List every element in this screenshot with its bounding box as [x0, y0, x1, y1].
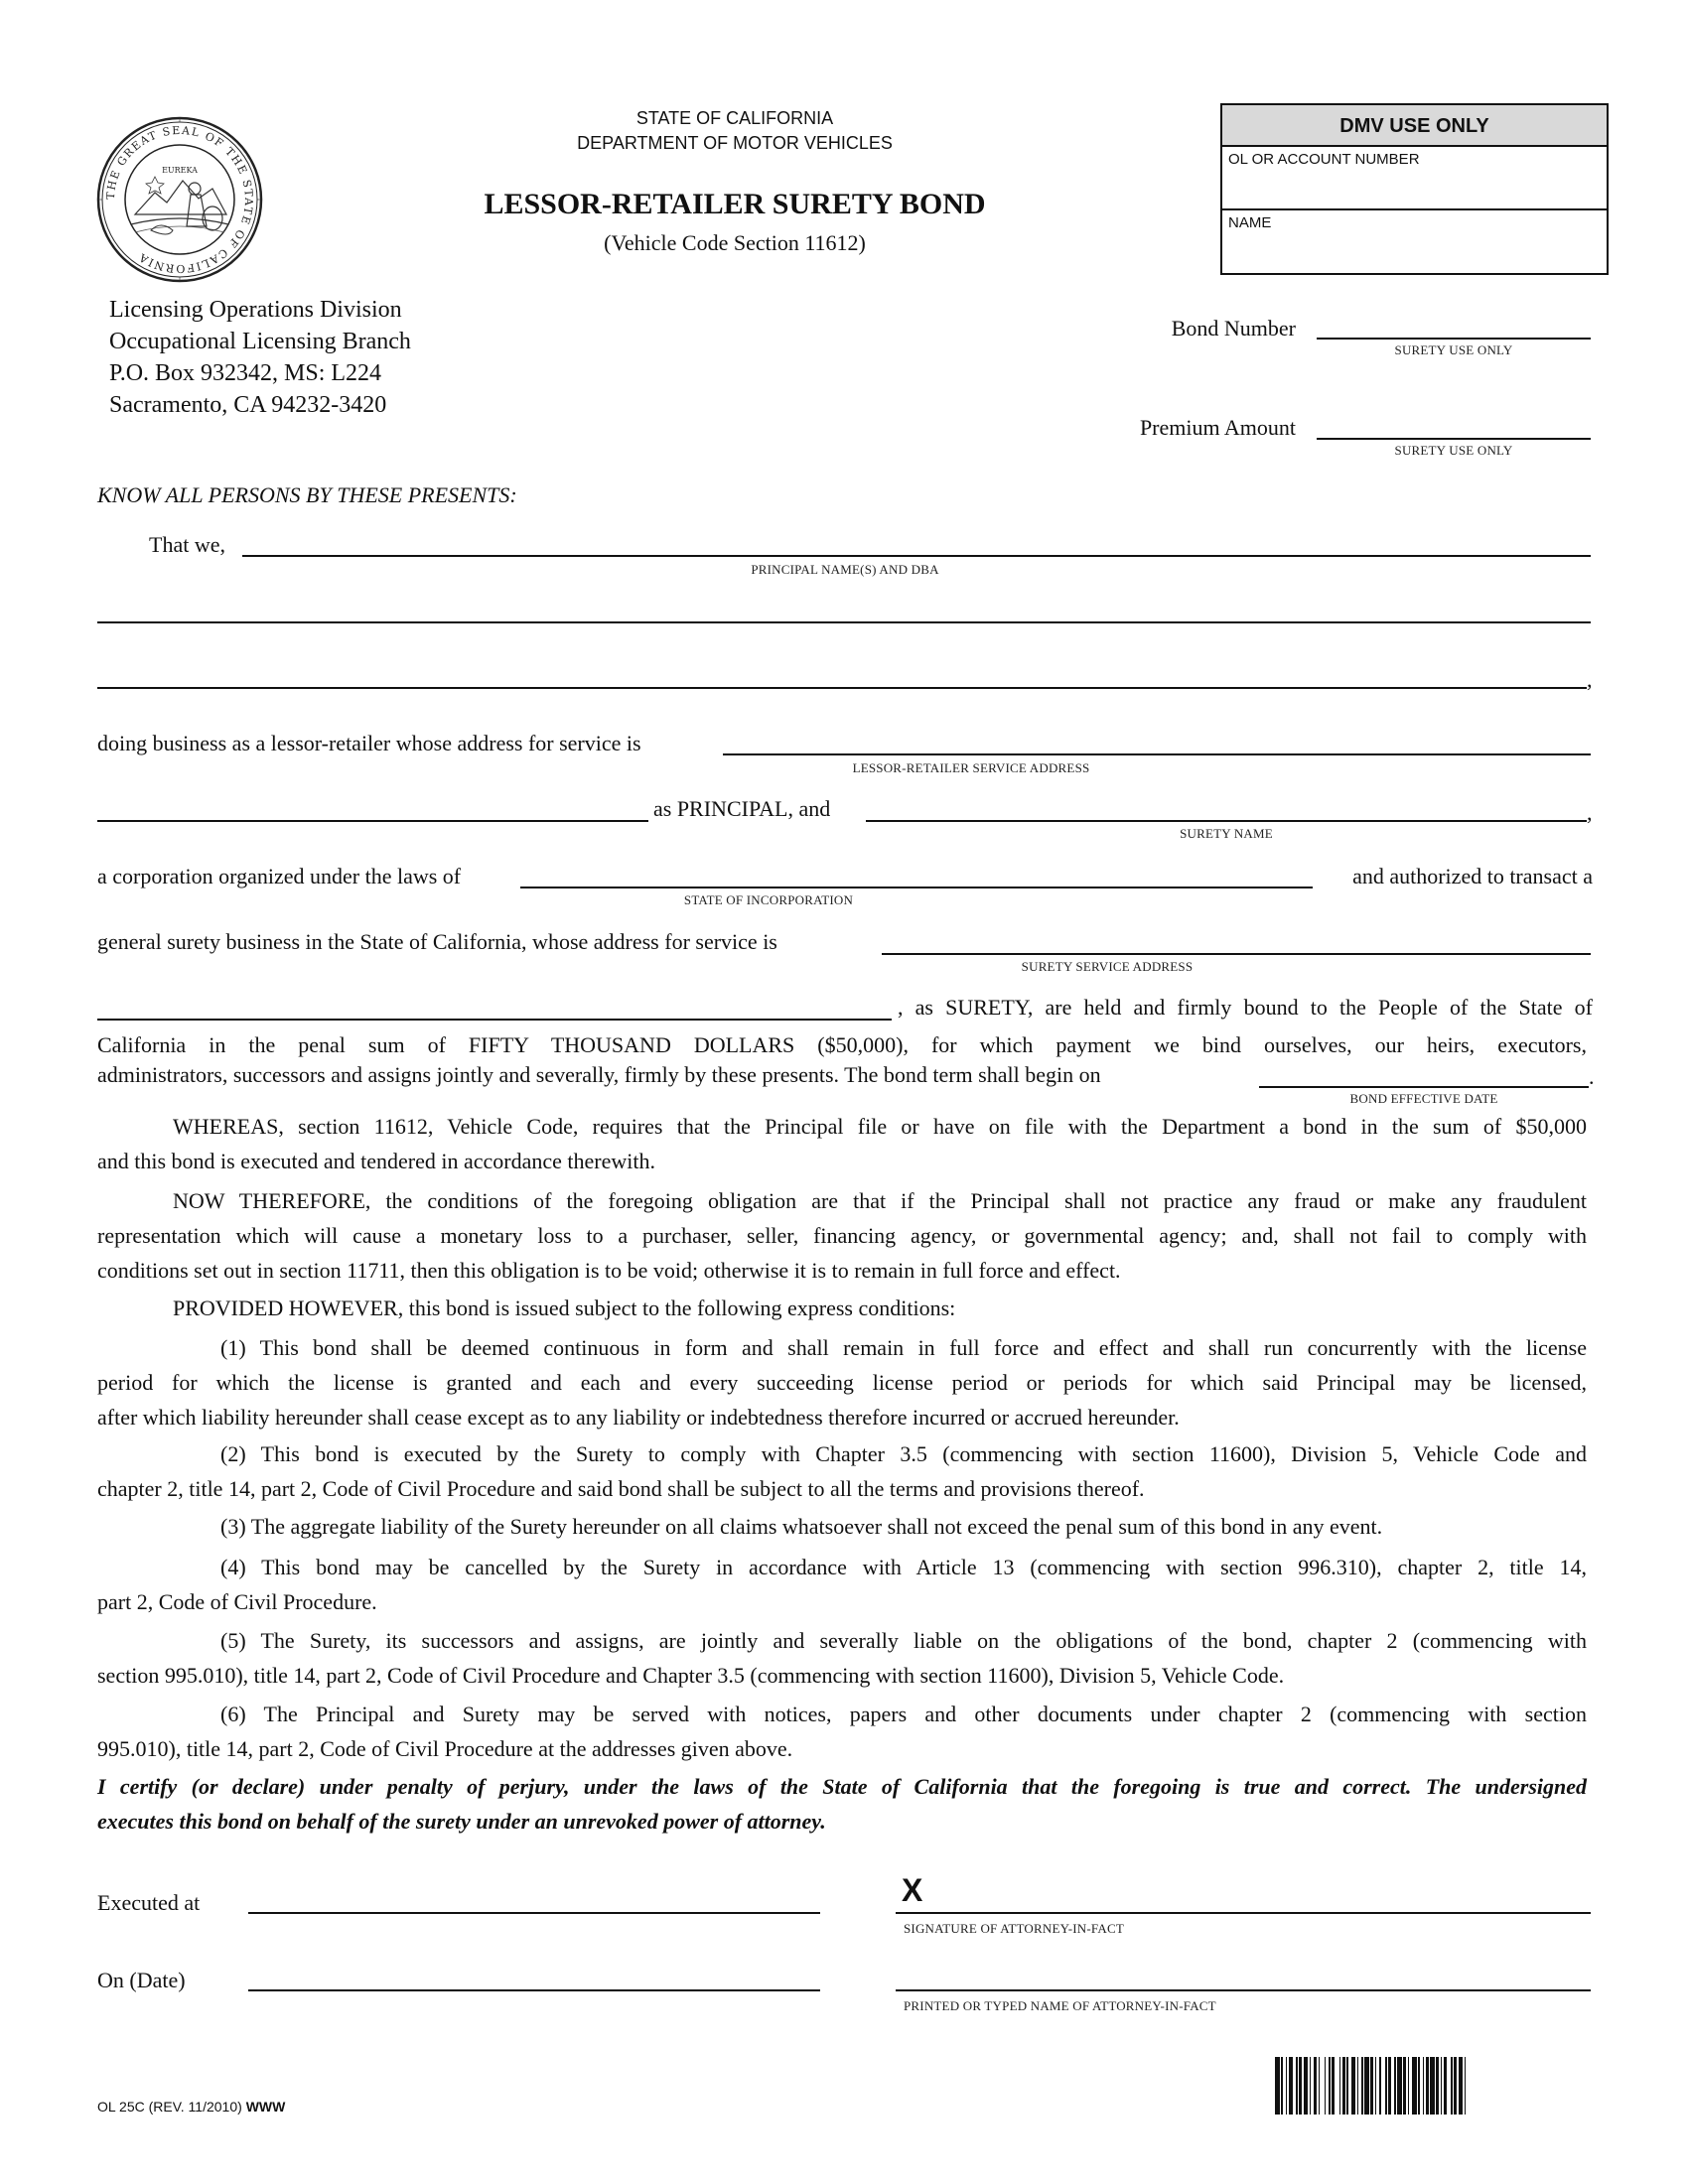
principal-name-line-2[interactable] [97, 621, 1591, 623]
printed-name-caption: PRINTED OR TYPED NAME OF ATTORNEY-IN-FACT [904, 1998, 1216, 2013]
condition-2 [97, 1436, 1587, 1506]
condition-5-line-2: section 995.010), title 14, part 2, Code of Civil Procedure and Chapter 3.5 (commencing with section 11600), Division 5, Vehicle Code. [97, 1663, 1285, 1688]
penal-line: California in the penal sum of FIFTY THOUSAND DOLLARS ($50,000), for which payment we bind ourselves, our heirs, executors, [97, 1032, 1587, 1057]
condition-1-line-2: period for which the license is granted and each and every succeeding license period or periods for which said Principal may be licensed, [97, 1370, 1587, 1395]
whereas-line-1: WHEREAS, section 11612, Vehicle Code, requires that the Principal file or have on file with the Department a bond in the sum of $50,000 [173, 1114, 1587, 1139]
form-footer [97, 2099, 285, 2115]
lessor-service-address-field[interactable] [723, 753, 1591, 755]
principal-name-short-field[interactable] [97, 820, 648, 822]
seal-ring-text: THE GREAT SEAL OF THE STATE OF CALIFORNIA [103, 123, 256, 276]
as-principal-label: as PRINCIPAL, and [653, 796, 831, 821]
on-date-label: On (Date) [97, 1968, 186, 1992]
surety-name-field[interactable] [866, 820, 1587, 822]
condition-6-line-2: 995.010), title 14, part 2, Code of Civil Procedure at the addresses given above. [97, 1736, 793, 1761]
condition-2-line-1: (2) This bond is executed by the Surety to comply with Chapter 3.5 (commencing with section 11600), Division 5, Vehicle Code and [220, 1441, 1587, 1466]
signature-x-mark: X [902, 1872, 923, 1908]
principal-name-caption: PRINCIPAL NAME(S) AND DBA [751, 562, 939, 577]
surety-address-line-2[interactable] [97, 1019, 892, 1021]
ol-account-number-field[interactable] [1222, 147, 1607, 210]
bond-number-label: Bond Number [1171, 316, 1296, 341]
premium-amount-field[interactable] [1317, 438, 1591, 440]
dmv-use-only-box [1220, 103, 1609, 275]
condition-5-line-1: (5) The Surety, its successors and assigns, are jointly and severally liable on the obligations of the bond, chapter 2 (commencing with [220, 1628, 1587, 1653]
condition-5 [97, 1623, 1587, 1693]
condition-2-line-2: chapter 2, title 14, part 2, Code of Civil Procedure and said bond shall be subject to all the terms and provisions thereof. [97, 1476, 1145, 1501]
condition-4-line-1: (4) This bond may be cancelled by the Surety in accordance with Article 13 (commencing with section 996.310), chapter 2, title 14, [220, 1555, 1587, 1579]
now-therefore-paragraph [97, 1183, 1587, 1288]
attorney-printed-name-field[interactable] [896, 1989, 1591, 1991]
principal-name-line-3[interactable] [97, 687, 1587, 689]
dmv-box-heading: DMV USE ONLY [1222, 105, 1607, 147]
form-id: OL 25C (REV. 11/2010) [97, 2099, 242, 2115]
state-of-incorporation-caption: STATE OF INCORPORATION [683, 892, 854, 907]
authorized-label: and authorized to transact a [1352, 864, 1593, 888]
address-line-3: P.O. Box 932342, MS: L224 [109, 360, 382, 386]
executed-at-field[interactable] [248, 1912, 820, 1914]
bond-number-field[interactable] [1317, 338, 1591, 340]
now-line-1: NOW THEREFORE, the conditions of the foregoing obligation are that if the Principal shall not practice any fraud or make any fraudulent [173, 1188, 1587, 1213]
condition-4 [97, 1550, 1587, 1619]
certify-line-1: I certify (or declare) under penalty of perjury, under the laws of the State of California that the foregoing is true and correct. The undersigned [97, 1774, 1587, 1799]
period-mark: . [1589, 1064, 1595, 1089]
premium-amount-caption: SURETY USE ONLY [1394, 443, 1513, 458]
bond-effective-date-field[interactable] [1259, 1086, 1589, 1088]
condition-6-line-1: (6) The Principal and Surety may be served with notices, papers and other documents under chapter 2 (commencing with section [220, 1702, 1587, 1726]
dmv-name-field[interactable] [1222, 210, 1607, 274]
know-all-persons-heading: KNOW ALL PERSONS BY THESE PRESENTS: [97, 482, 517, 507]
condition-1 [97, 1330, 1587, 1434]
surety-name-caption: SURETY NAME [1180, 826, 1273, 841]
bond-term-text: administrators, successors and assigns jointly and severally, firmly by these presents. The bond term shall begin on [97, 1062, 1101, 1087]
doing-business-label: doing business as a lessor-retailer whose address for service is [97, 731, 641, 755]
mailing-address [109, 294, 411, 421]
condition-1-line-3: after which liability hereunder shall cease except as to any liability or indebtedness therefore incurred or accrued hereunder. [97, 1405, 1180, 1430]
now-line-2: representation which will cause a monetary loss to a purchaser, seller, financing agency, or governmental agency; and, shall not fail to comply with [97, 1223, 1587, 1248]
principal-name-field[interactable] [242, 555, 1591, 557]
surety-service-address-caption: SURETY SERVICE ADDRESS [1021, 959, 1194, 974]
condition-3-line-1: (3) The aggregate liability of the Surety hereunder on all claims whatsoever shall not exceed the penal sum of this bond in any event. [220, 1514, 1383, 1539]
executed-at-label: Executed at [97, 1890, 201, 1915]
bond-number-caption: SURETY USE ONLY [1394, 342, 1513, 357]
attorney-signature-field[interactable] [896, 1912, 1591, 1914]
ol-account-number-label: OL OR ACCOUNT NUMBER [1228, 151, 1420, 168]
comma-mark-2: , [1587, 800, 1593, 825]
corporation-label: a corporation organized under the laws of [97, 864, 462, 888]
on-date-field[interactable] [248, 1989, 820, 1991]
page-subtitle: (Vehicle Code Section 11612) [604, 230, 866, 255]
as-surety-text: , as SURETY, are held and firmly bound to the People of the State of [898, 995, 1593, 1020]
barcode-image [1275, 2057, 1593, 2115]
now-line-3: conditions set out in section 11711, then this obligation is to be void; otherwise it is to remain in full force and effect. [97, 1258, 1121, 1283]
form-www: WWW [245, 2099, 286, 2115]
condition-3 [97, 1509, 1587, 1544]
bond-effective-date-caption: BOND EFFECTIVE DATE [1349, 1091, 1498, 1106]
whereas-line-2: and this bond is executed and tendered in accordance therewith. [97, 1149, 655, 1173]
that-we-label: That we, [149, 532, 225, 557]
signature-caption: SIGNATURE OF ATTORNEY-IN-FACT [904, 1921, 1124, 1936]
premium-amount-label: Premium Amount [1139, 415, 1296, 440]
condition-6 [97, 1697, 1587, 1766]
certify-line-2: executes this bond on behalf of the surety under an unrevoked power of attorney. [97, 1809, 826, 1834]
page-title: LESSOR-RETAILER SURETY BOND [484, 188, 986, 220]
penal-sum-paragraph [97, 1027, 1587, 1062]
address-line-4: Sacramento, CA 94232-3420 [109, 392, 387, 418]
whereas-paragraph [97, 1109, 1587, 1178]
header-department: DEPARTMENT OF MOTOR VEHICLES [577, 133, 893, 153]
seal-motto: EUREKA [162, 166, 198, 175]
provided-however-text: PROVIDED HOWEVER, this bond is issued subject to the following express conditions: [173, 1296, 956, 1320]
address-line-2: Occupational Licensing Branch [109, 329, 411, 354]
general-surety-label: general surety business in the State of California, whose address for service is [97, 929, 777, 954]
condition-1-line-1: (1) This bond shall be deemed continuous in form and shall remain in full force and effect and shall run concurrently with the license [220, 1335, 1587, 1360]
condition-4-line-2: part 2, Code of Civil Procedure. [97, 1589, 377, 1614]
address-line-1: Licensing Operations Division [109, 297, 402, 323]
surety-service-address-field[interactable] [882, 953, 1591, 955]
header-state: STATE OF CALIFORNIA [635, 108, 834, 128]
barcode-bar [1466, 2057, 1469, 2115]
comma-mark: , [1587, 667, 1593, 692]
state-of-incorporation-field[interactable] [520, 887, 1313, 888]
certification-statement [97, 1769, 1587, 1839]
lessor-service-address-caption: LESSOR-RETAILER SERVICE ADDRESS [852, 760, 1090, 775]
dmv-name-label: NAME [1228, 214, 1272, 231]
